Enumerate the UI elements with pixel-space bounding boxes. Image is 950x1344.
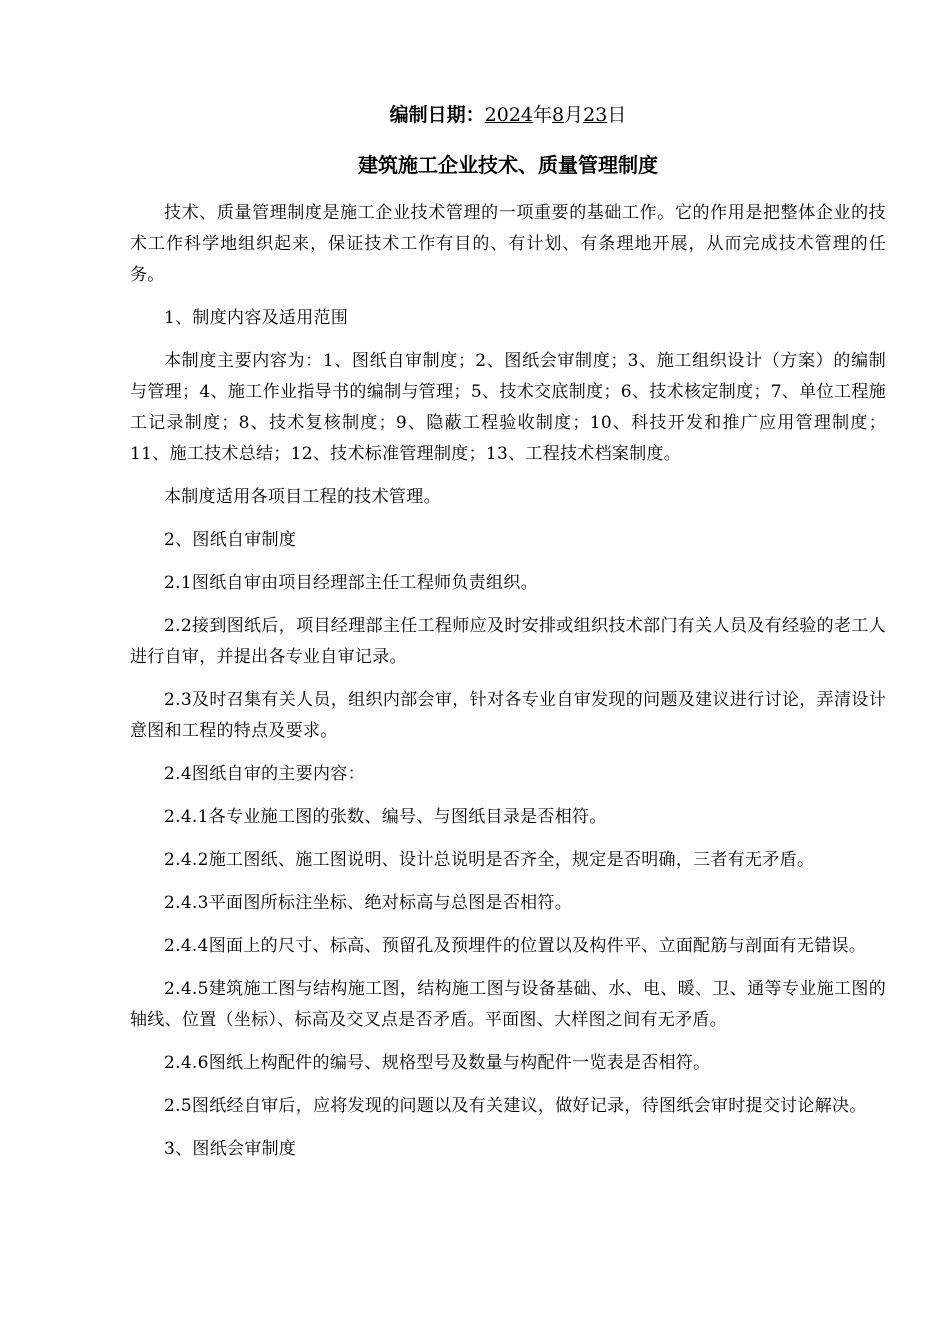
date-label: 编制日期：: [389, 104, 485, 126]
paragraph-scope: 本制度适用各项目工程的技术管理。: [164, 487, 441, 507]
paragraph-2-4: 2.4图纸自审的主要内容：: [164, 764, 365, 784]
date-month-unit: 月: [564, 104, 584, 126]
paragraph-2-4-6: 2.4.6图纸上构配件的编号、规格型号及数量与构配件一览表是否相符。: [164, 1053, 711, 1073]
date-day-unit: 日: [607, 104, 627, 126]
paragraph-intro: 技术、质量管理制度是施工企业技术管理的一项重要的基础工作。它的作用是把整体企业的技术工作科学地组织起来，保证技术工作有目的、有计划、有条理地开展，从而完成技术管理的任务。: [130, 203, 886, 285]
compile-date-line: [130, 100, 886, 130]
paragraph-2-4-5: 2.4.5建筑施工图与结构施工图，结构施工图与设备基础、水、电、暖、卫、通等专业施工图的轴线、位置（坐标）、标高及交叉点是否矛盾。平面图、大样图之间有无矛盾。: [130, 979, 886, 1030]
paragraph-2-4-3: 2.4.3平面图所标注坐标、绝对标高与总图是否相符。: [164, 893, 573, 913]
paragraph-2-4-2: 2.4.2施工图纸、施工图说明、设计总说明是否齐全，规定是否明确，三者有无矛盾。: [164, 850, 815, 870]
date-year-unit: 年: [533, 104, 553, 126]
paragraph-contents: 本制度主要内容为：1、图纸自审制度；2、图纸会审制度；3、施工组织设计（方案）的编制与管理；4、施工作业指导书的编制与管理；5、技术交底制度；6、技术核定制度；7、单位工程施工记录制度；8、技术复核制度；9、隐蔽工程验收制度；10、科技开发和推广应用管理制度；11、施工技术总结；12、技术标准管理制度；13、工程技术档案制度。: [130, 351, 886, 464]
paragraph-2-1: 2.1图纸自审由项目经理部主任工程师负责组织。: [164, 573, 538, 593]
paragraph-2-4-4: 2.4.4图面上的尺寸、标高、预留孔及预埋件的位置以及构件平、立面配筋与剖面有无错误。: [164, 936, 867, 956]
section-heading-2: 2、图纸自审制度: [164, 530, 297, 550]
document-title: 建筑施工企业技术、质量管理制度: [358, 153, 658, 177]
paragraph-2-4-1: 2.4.1各专业施工图的张数、编号、与图纸目录是否相符。: [164, 807, 607, 827]
paragraph-2-2: 2.2接到图纸后，项目经理部主任工程师应及时安排或组织技术部门有关人员及有经验的老工人进行自审，并提出各专业自审记录。: [130, 616, 886, 667]
date-day: 23: [583, 104, 608, 126]
paragraph-2-3: 2.3及时召集有关人员，组织内部会审，针对各专业自审发现的问题及建议进行讨论，弄清设计意图和工程的特点及要求。: [130, 690, 886, 741]
paragraph-2-5: 2.5图纸经自审后，应将发现的问题以及有关建议，做好记录，待图纸会审时提交讨论解决。: [164, 1096, 867, 1116]
section-heading-1: 1、制度内容及适用范围: [164, 308, 349, 328]
section-heading-3: 3、图纸会审制度: [164, 1139, 297, 1159]
date-year: 2024: [484, 104, 534, 126]
date-month: 8: [552, 104, 565, 126]
